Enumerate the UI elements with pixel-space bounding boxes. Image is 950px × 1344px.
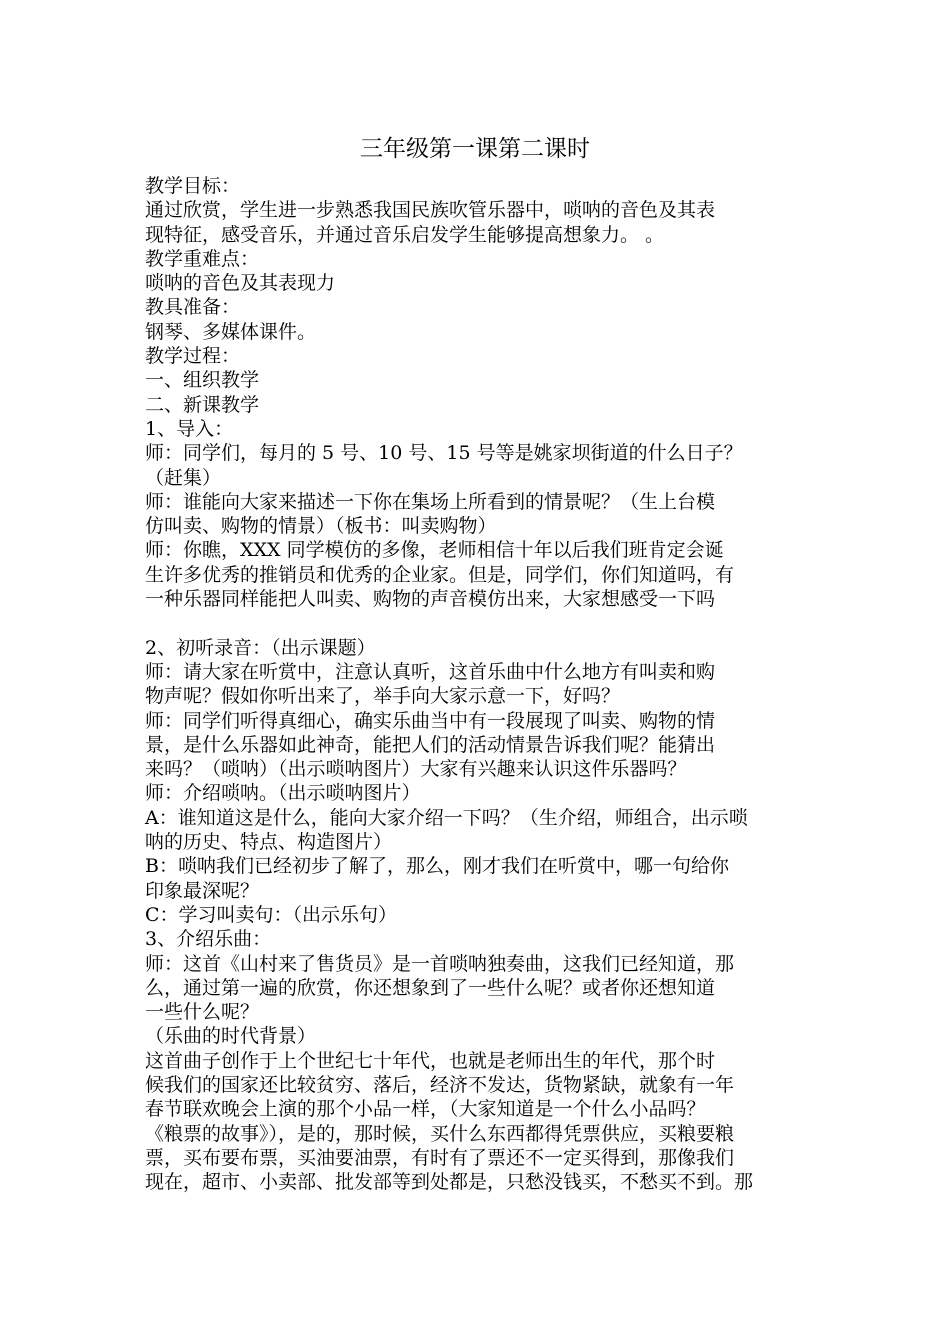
text-line: 师：同学们听得真细心，确实乐曲当中有一段展现了叫卖、购物的情 — [145, 709, 716, 732]
text-line: 师：你瞧，XXX 同学模仿的多像，老师相信十年以后我们班肯定会诞 — [145, 539, 724, 562]
text-line: 一些什么呢？ — [145, 1001, 260, 1024]
text-line: 仿叫卖、购物的情景）（板书：叫卖购物） — [145, 515, 497, 538]
text-line: 候我们的国家还比较贫穷、落后，经济不发达，货物紧缺，就象有一年 — [145, 1073, 735, 1096]
text-line: A：谁知道这是什么，能向大家介绍一下吗？（生介绍，师组合，出示唢 — [145, 806, 748, 829]
text-line: 这首曲子创作于上个世纪七十年代，也就是老师出生的年代，那个时 — [145, 1049, 716, 1072]
text-line: 钢琴、多媒体课件。 — [145, 320, 317, 343]
text-line: 一、组织教学 — [145, 369, 260, 392]
text-line: 师：介绍唢呐。（出示唢呐图片） — [145, 782, 421, 805]
text-line: 来吗？（唢呐）（出示唢呐图片）大家有兴趣来认识这件乐器吗？ — [145, 758, 687, 781]
text-line: 一种乐器同样能把人叫卖、购物的声音模仿出来，大家想感受一下吗 — [145, 588, 716, 611]
text-line: 么，通过第一遍的欣赏，你还想象到了一些什么呢？或者你还想知道 — [145, 976, 716, 999]
document-body — [145, 174, 810, 1194]
text-line: 师：谁能向大家来描述一下你在集场上所看到的情景呢？（生上台模 — [145, 490, 716, 513]
text-line: 教学目标： — [145, 175, 241, 197]
text-line: 师：这首《山村来了售货员》是一首唢呐独奏曲，这我们已经知道，那 — [145, 952, 735, 975]
text-line: 唢呐的音色及其表现力 — [145, 272, 336, 295]
text-line: 教学重难点： — [145, 247, 260, 270]
text-line: 《粮票的故事》），是的，那时候，买什么东西都得凭票供应，买粮要粮 — [145, 1122, 735, 1145]
text-line: 教学过程： — [145, 345, 241, 368]
text-line: B：唢呐我们已经初步了解了，那么，刚才我们在听赏中，哪一句给你 — [145, 855, 729, 878]
text-line: 2、初听录音：（出示课题） — [145, 636, 376, 659]
text-line: （赶集） — [145, 466, 222, 489]
text-line: 票，买布要布票，买油要油票，有时有了票还不一定买得到，那像我们 — [145, 1146, 735, 1169]
document-title: 三年级第一课第二课时 — [360, 136, 590, 162]
text-line: 现在，超市、小卖部、批发部等到处都是，只愁没钱买，不愁买不到。那 — [145, 1171, 754, 1194]
blank-line — [145, 611, 810, 635]
text-line: 二、新课教学 — [145, 393, 260, 416]
text-line: 物声呢？假如你听出来了，举手向大家示意一下，好吗？ — [145, 685, 621, 708]
text-line: （乐曲的时代背景） — [145, 1025, 317, 1048]
text-line: 师：请大家在听赏中，注意认真听，这首乐曲中什么地方有叫卖和购 — [145, 660, 716, 683]
text-line: 景，是什么乐器如此神奇，能把人们的活动情景告诉我们呢？能猜出 — [145, 733, 716, 756]
text-line: 现特征，感受音乐，并通过音乐启发学生能够提高想象力。 。 — [145, 223, 665, 246]
text-line: 春节联欢晚会上演的那个小品一样，（大家知道是一个什么小品吗？ — [145, 1098, 706, 1121]
text-line: 印象最深呢？ — [145, 879, 260, 902]
text-line: 3、介绍乐曲： — [145, 928, 272, 951]
text-line: 通过欣赏，学生进一步熟悉我国民族吹管乐器中，唢呐的音色及其表 — [145, 199, 716, 222]
text-line: 呐的历史、特点、构造图片） — [145, 831, 393, 854]
text-line: 师：同学们，每月的 5 号、10 号、15 号等是姚家坝街道的什么日子？ — [145, 442, 743, 465]
text-line: 1、导入： — [145, 417, 234, 440]
text-line: 生许多优秀的推销员和优秀的企业家。但是，同学们，你们知道吗，有 — [145, 563, 735, 586]
text-line: C：学习叫卖句：（出示乐句） — [145, 903, 398, 926]
text-line: 教具准备： — [145, 296, 241, 319]
